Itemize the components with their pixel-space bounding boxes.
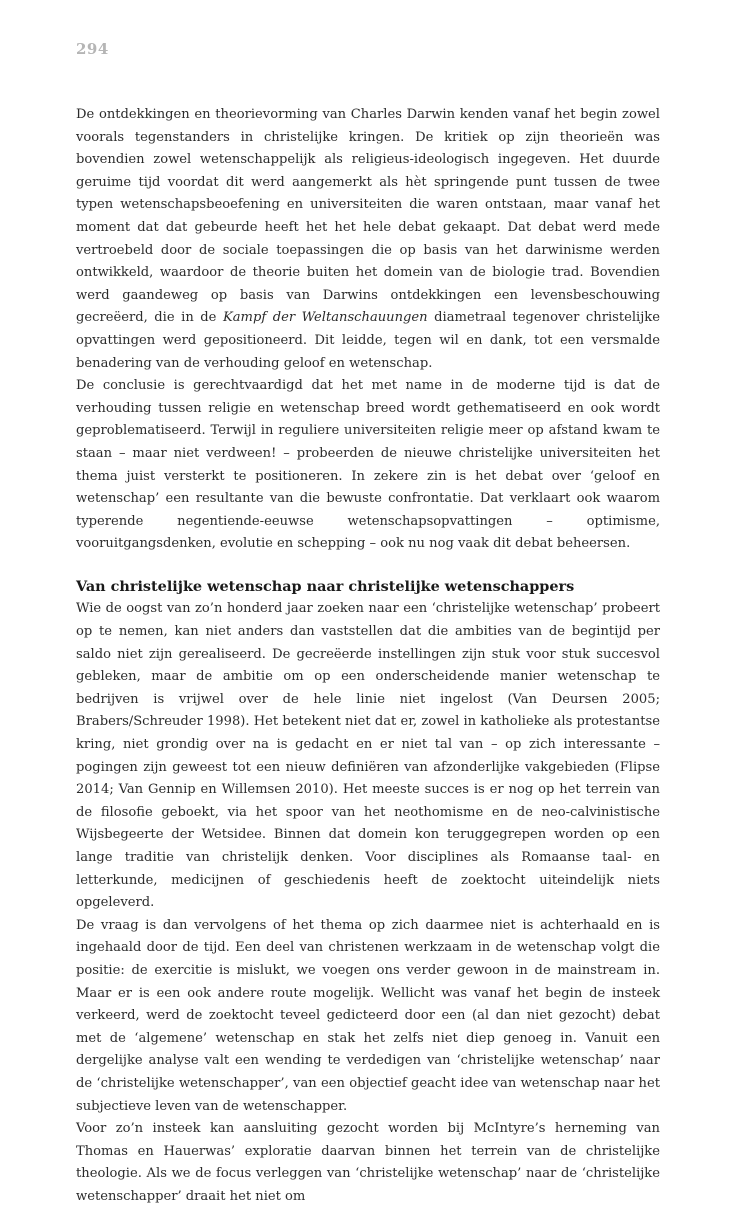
- paragraph-harvest: Wie de oogst van zo’n honderd jaar zoeken naar een ‘christelijke wetenschap’ probeert op te nemen, kan niet anders dan vaststellen dat die ambities van de begintijd per saldo niet zijn gerealiseerd. De gecreëerde instellingen zijn stuk voor stuk succesvol gebleken, maar de ambitie om op een onderscheidende manier wetenschap te bedrijven is vrijwel over de hele linie niet ingelost (Van Deursen 2005; Brabers/Schreuder 1998). Het betekent niet dat er, zowel in katholieke als protestantse kring, niet grondig over na is gedacht en er niet tal van – op zich interessante – pogingen zijn geweest tot een nieuw definiëren van afzonderlijke vakgebieden (Flipse 2014; Van Gennip en Willemsen 2010). Het meeste succes is er nog op het terrein van de filosofie geboekt, via het spoor van het neothomisme en de neo-calvinistische Wijsbegeerte der Wetsidee. Binnen dat domein kon teruggegrepen worden op een lange traditie van christelijk denken. Voor disciplines als Romaanse taal- en letterkunde, medicijnen of geschiedenis heeft de zoektocht uiteindelijk niets opgeleverd.: [76, 601, 660, 911]
- paragraph-conclusion: De conclusie is gerechtvaardigd dat het met name in de moderne tijd is dat de verhouding tussen religie en wetenschap breed wordt gethematiseerd en ook wordt geproblematiseerd. Terwijl in reguliere universiteiten religie meer op afstand kwam te staan – maar niet verdween! – probeerden de nieuwe christelijke universiteiten het thema juist versterkt te positioneren. In zekere zin is het debat over ‘geloof en wetenschap’ een resultante van die bewuste confrontatie. Dat verklaart ook waarom typerende negentiende-eeuwse wetenschapsopvattingen – optimisme, vooruitgangsdenken, evolutie en schepping – ook nu nog vaak dit debat beheersen.: [76, 378, 660, 552]
- paragraph-text: diametraal tegenover christelijke opvattingen werd gepositioneerd. Dit leidde, tegen wil en dank, tot een versmalde benadering van de verhouding geloof en wetenschap.: [76, 310, 660, 371]
- paragraph-text: De ontdekkingen en theorievorming van Charles Darwin kenden vanaf het begin zowel voorals tegenstanders in christelijke kringen. De kritiek op zijn theorieën was bovendien zowel wetenschappelijk als religieus-ideologisch ingegeven. Het duurde geruime tijd voordat dit werd aangemerkt als hèt springende punt tussen de twee typen wetenschapsbeoefening en universiteiten die waren ontstaan, maar vanaf het moment dat dat gebeurde heeft het het hele debat gekaapt. Dat debat werd mede vertroebeld door de sociale toepassingen die op basis van het darwinisme werden ontwikkeld, waardoor de theorie buiten het domein van de biologie trad. Bovendien werd gaandeweg op basis van Darwins ontdekkingen een levensbeschouwing gecreëerd, die in de: [76, 107, 660, 326]
- body-text: [76, 104, 660, 1209]
- paragraph-question: De vraag is dan vervolgens of het thema op zich daarmee niet is achterhaald en is ingehaald door de tijd. Een deel van christenen werkzaam in de wetenschap volgt die positie: de exercitie is mislukt, we voegen ons verder gewoon in de mainstream in. Maar er is een ook andere route mogelijk. Wellicht was vanaf het begin de insteek verkeerd, werd de zoektocht teveel gedicteerd door een (al dan niet gezocht) debat met de ‘algemene’ wetenschap en stak het zelfs niet diep genoeg in. Vanuit een dergelijke analyse valt een wending te verdedigen van ‘christelijke wetenschap’ naar de ‘christelijke wetenschapper’, van een objectief geacht idee van wetenschap naar het subjectieve leven van de wetenschapper.: [76, 917, 660, 1114]
- italic-title: Kampf der Weltanschauungen: [222, 310, 428, 326]
- page-number: 294: [76, 40, 109, 58]
- section-heading: Van christelijke wetenschap naar christelijke wetenschappers: [76, 577, 575, 595]
- paragraph-mcintyre: Voor zo’n insteek kan aansluiting gezocht worden bij McIntyre’s herneming van Thomas en Hauerwas’ exploratie daarvan binnen het terrein van de christelijke theologie. Als we de focus verleggen van ‘christelijke wetenschap’ naar de ‘christelijke wetenschapper’ draait het niet om: [76, 1121, 660, 1204]
- paragraph-darwin: [76, 104, 660, 375]
